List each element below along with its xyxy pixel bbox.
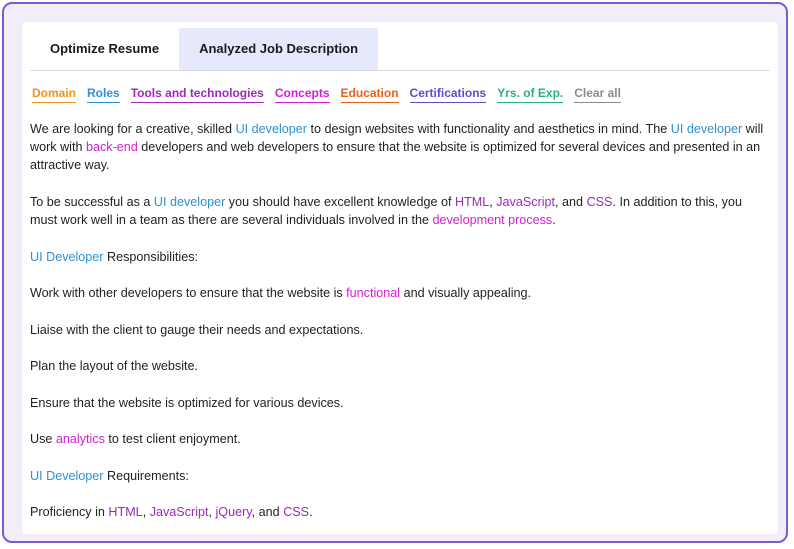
text-segment: you should have excellent knowledge of [225,194,455,209]
highlighted-keyword-concept: analytics [55,432,105,447]
highlighted-keyword-tool: HTML [454,194,490,209]
text-segment: To be successful as a [30,194,154,209]
highlighted-keyword-tool: JavaScript [149,505,209,520]
highlighted-keyword-tool: CSS [586,194,613,209]
text-segment: developers and web developers to ensure that the website is optimized for several devices and presented in an attractive way. [30,140,761,173]
text-segment: Requirements: [103,468,189,483]
text-segment: . [309,505,313,520]
text-segment: , and [555,194,587,209]
text-segment: Plan the layout of the website. [30,359,199,374]
text-segment: will work with [30,122,764,155]
highlighted-keyword-tool: HTML [108,505,143,520]
description-paragraph [30,357,764,375]
description-paragraph [30,394,764,412]
highlighted-keyword-tool: JavaScript [496,194,556,209]
highlighted-keyword-concept: back-end [85,140,138,155]
text-segment: Ensure that the website is optimized for various devices. [30,395,344,410]
highlighted-keyword-tool: CSS [283,505,310,520]
text-segment: , [208,505,216,520]
text-segment: , [489,194,497,209]
description-paragraph [30,467,764,485]
highlighted-keyword-role: UI developer [153,194,226,209]
description-paragraph [30,248,764,266]
filter-education[interactable]: Education [341,86,399,103]
description-paragraph [30,430,764,448]
keyword-filter-bar [32,86,621,103]
text-segment: Responsibilities: [103,249,198,264]
clear-all-button[interactable]: Clear all [574,86,621,103]
filter-domain[interactable]: Domain [32,86,76,103]
description-paragraph [30,284,764,302]
highlighted-keyword-concept: development process [432,213,553,228]
text-segment: to design websites with functionality and aesthetics in mind. The [306,122,671,136]
text-segment: Use [30,432,56,447]
job-description-text [30,120,764,540]
highlighted-keyword-concept: functional [346,286,401,301]
text-segment: We are looking for a creative, skilled [30,122,236,136]
highlighted-keyword-role: UI developer [670,122,743,136]
text-segment: , and [251,505,284,520]
filter-tools-and-technologies[interactable]: Tools and technologies [131,86,264,103]
description-paragraph [30,503,764,521]
text-segment: Proficiency in [30,505,109,520]
text-segment: and visually appealing. [400,286,532,301]
filter-concepts[interactable]: Concepts [275,86,330,103]
panel-frame [2,2,788,543]
text-segment: Liaise with the client to gauge their needs and expectations. [30,322,364,337]
highlighted-keyword-role: UI Developer [30,249,104,264]
text-segment: . In addition to this, you must work well in a team as there are several individuals involved in the [30,194,742,228]
highlighted-keyword-role: UI Developer [30,468,104,483]
text-segment: to test client enjoyment. [104,432,241,447]
text-segment: Work with other developers to ensure that the website is [30,286,347,301]
highlighted-keyword-role: UI developer [235,122,307,136]
tab-bar [30,28,770,71]
text-segment: , [142,505,150,520]
description-paragraph [30,321,764,339]
filter-certifications[interactable]: Certifications [410,86,487,103]
tab-analyzed-job-description[interactable]: Analyzed Job Description [179,28,378,70]
highlighted-keyword-tool: jQuery [215,505,252,520]
tab-optimize-resume[interactable]: Optimize Resume [50,41,160,56]
text-segment: . [552,213,556,228]
filter-years-of-experience[interactable]: Yrs. of Exp. [497,86,563,103]
job-description-card [22,22,778,534]
description-paragraph [30,120,764,175]
filter-roles[interactable]: Roles [87,86,120,103]
description-paragraph [30,193,764,229]
